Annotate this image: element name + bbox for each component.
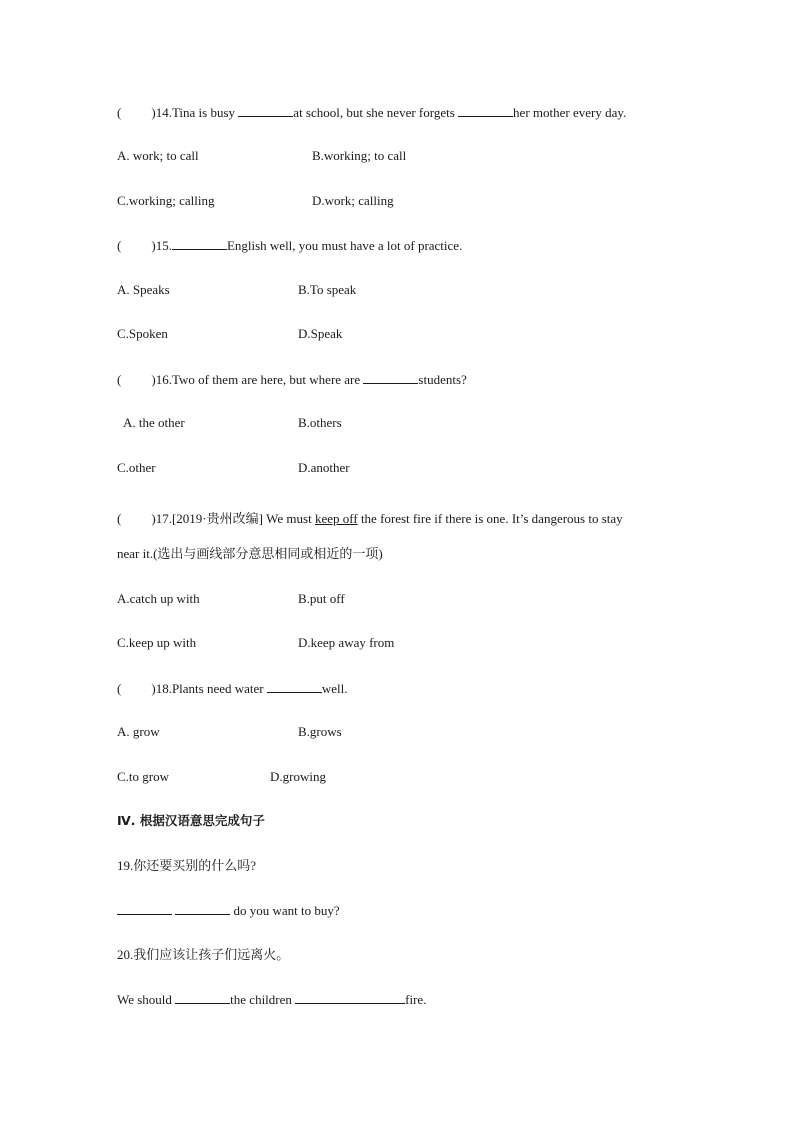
answer-paren-close: ) xyxy=(151,681,156,696)
option-a: A. grow xyxy=(117,724,160,739)
question-20-chinese: 20.我们应该让孩子们远离火。 xyxy=(117,947,290,962)
sentence-text: fire. xyxy=(405,992,427,1007)
answer-blank xyxy=(172,237,227,250)
answer-blank xyxy=(238,104,293,117)
option-b: B.To speak xyxy=(298,282,357,297)
question-16-stem xyxy=(117,371,467,388)
answer-paren-close: ) xyxy=(151,511,156,526)
answer-paren-open: ( xyxy=(117,681,122,696)
answer-paren-close: ) xyxy=(151,372,156,387)
option-a: A. work; to call xyxy=(117,148,199,163)
question-20-english xyxy=(117,991,426,1008)
answer-paren-open: ( xyxy=(117,105,122,120)
answer-blank xyxy=(175,902,230,915)
option-b: B.put off xyxy=(298,591,345,606)
option-c: C.Spoken xyxy=(117,326,168,341)
option-b: B.grows xyxy=(298,724,342,739)
option-a: A.catch up with xyxy=(117,591,200,606)
sentence-text: do you want to buy? xyxy=(230,903,340,918)
stem-text: 18.Plants need water xyxy=(155,681,267,696)
answer-paren-open: ( xyxy=(117,238,122,253)
answer-blank xyxy=(295,991,405,1004)
option-d: D.work; calling xyxy=(312,193,394,208)
question-17-stem-line2: near it.(选出与画线部分意思相同或相近的一项) xyxy=(117,546,383,561)
sentence-text: We should xyxy=(117,992,176,1007)
question-19-english xyxy=(117,902,340,919)
stem-text: 15. xyxy=(155,238,172,253)
stem-text: 16.Two of them are here, but where are xyxy=(155,372,364,387)
stem-text: the forest fire if there is one. It’s dangerous to stay xyxy=(357,511,623,526)
option-a: A. the other xyxy=(123,415,185,430)
answer-paren-close: ) xyxy=(151,238,156,253)
underlined-phrase: keep off xyxy=(314,511,358,526)
question-15-stem xyxy=(117,237,462,254)
stem-text: students? xyxy=(418,372,467,387)
option-b: B.working; to call xyxy=(312,148,407,163)
question-19-chinese: 19.你还要买别的什么吗? xyxy=(117,858,257,873)
question-17-stem xyxy=(117,511,623,527)
question-14-stem xyxy=(117,104,626,121)
option-c: C.keep up with xyxy=(117,635,197,650)
option-c: C.other xyxy=(117,460,156,475)
stem-text: her mother every day. xyxy=(513,105,627,120)
answer-paren-close: ) xyxy=(151,105,156,120)
stem-text: 17.[2019·贵州改编] We must xyxy=(155,511,315,526)
option-a: A. Speaks xyxy=(117,282,170,297)
stem-text: English well, you must have a lot of practice. xyxy=(226,238,463,253)
option-d: D.growing xyxy=(270,769,326,784)
answer-blank xyxy=(175,991,230,1004)
answer-blank xyxy=(458,104,513,117)
answer-blank xyxy=(363,371,418,384)
sentence-text: the children xyxy=(230,992,296,1007)
question-18-stem xyxy=(117,680,348,697)
option-d: D.another xyxy=(298,460,350,475)
option-d: D.keep away from xyxy=(298,635,395,650)
answer-blank xyxy=(267,680,322,693)
option-d: D.Speak xyxy=(298,326,343,341)
option-c: C.to grow xyxy=(117,769,169,784)
section-heading: Ⅳ. 根据汉语意思完成句子 xyxy=(117,813,265,828)
option-b: B.others xyxy=(298,415,342,430)
stem-text: 14.Tina is busy xyxy=(155,105,239,120)
stem-text: well. xyxy=(321,681,348,696)
answer-paren-open: ( xyxy=(117,372,122,387)
option-c: C.working; calling xyxy=(117,193,215,208)
answer-paren-open: ( xyxy=(117,511,122,526)
stem-text: at school, but she never forgets xyxy=(293,105,459,120)
answer-blank xyxy=(117,902,172,915)
